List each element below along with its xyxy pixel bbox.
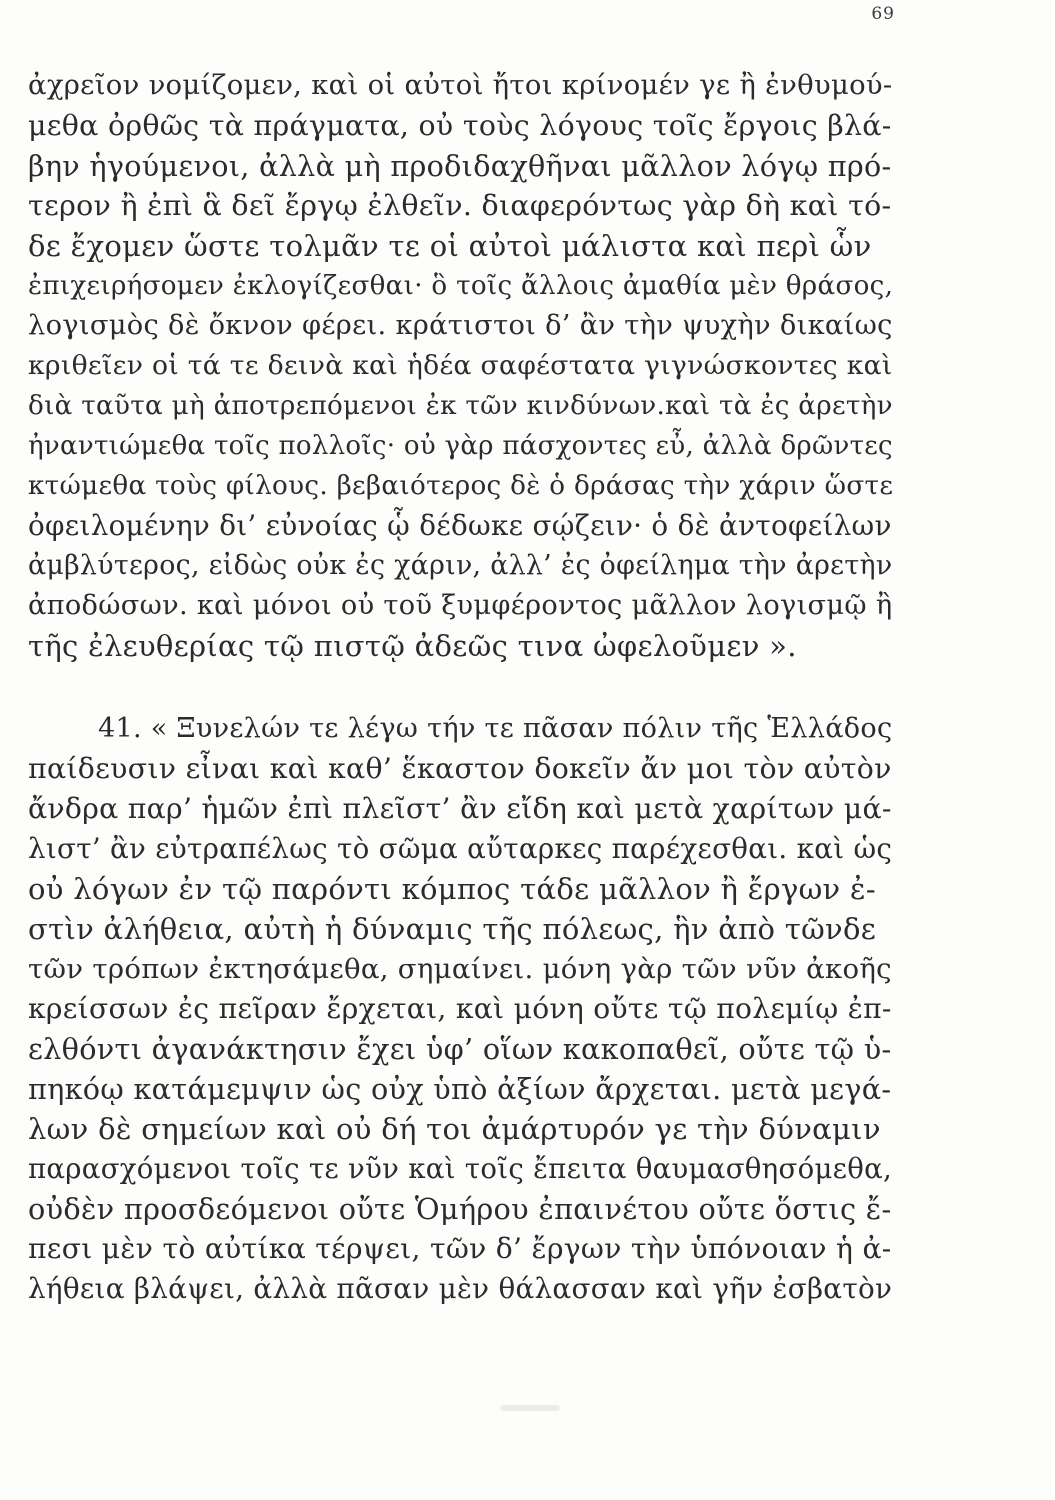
- text-line: κρείσσων ἐς πεῖραν ἔρχεται, καὶ μόνη οὔτε τῷ πολεμίῳ ἐπ-: [28, 992, 892, 1025]
- text-line: τῆς ἐλευθερίας τῷ πιστῷ ἀδεῶς τινα ὠφελοῦμεν ».: [28, 629, 797, 663]
- text-line: βην ἡγούμενοι, ἀλλὰ μὴ προδιδαχθῆναι μᾶλλον λόγῳ πρό-: [28, 149, 892, 183]
- text-line: τερον ἢ ἐπὶ ἃ δεῖ ἔργῳ ἐλθεῖν. διαφερόντως γὰρ δὴ καὶ τό-: [28, 189, 892, 222]
- text-line: ἠναντιώμεθα τοῖς πολλοῖς· οὐ γὰρ πάσχοντες εὖ, ἀλλὰ δρῶντες: [28, 431, 893, 461]
- text-line: λογισμὸς δὲ ὄκνον φέρει. κράτιστοι δ’ ἂν τὴν ψυχὴν δικαίως: [28, 310, 893, 341]
- text-line: στὶν ἀλήθεια, αὐτὴ ἡ δύναμις τῆς πόλεως, ἣν ἀπὸ τῶνδε: [28, 912, 877, 946]
- page-number: 69: [871, 4, 895, 24]
- text-line: λων δὲ σημείων καὶ οὐ δή τοι ἀμάρτυρόν γε τὴν δύναμιν: [28, 1112, 881, 1146]
- text-line: κτώμεθα τοὺς φίλους. βεβαιότερος δὲ ὁ δράσας τὴν χάριν ὥστε: [28, 471, 894, 501]
- text-line: παίδευσιν εἶναι καὶ καθ’ ἕκαστον δοκεῖν ἄν μοι τὸν αὐτὸν: [28, 752, 892, 785]
- text-line: λήθεια βλάψει, ἀλλὰ πᾶσαν μὲν θάλασσαν καὶ γῆν ἐσβατὸν: [28, 1272, 893, 1305]
- text-line: ἀποδώσων. καὶ μόνοι οὐ τοῦ ξυμφέροντος μᾶλλον λογισμῷ ἢ: [28, 590, 893, 621]
- text-line: ἀμβλύτερος, εἰδὼς οὐκ ἐς χάριν, ἀλλ’ ἐς ὀφείλημα τὴν ἀρετὴν: [28, 550, 893, 581]
- print-bleed-mark: [500, 1405, 560, 1411]
- main-text: [28, 66, 896, 1309]
- text-line: πηκόῳ κατάμεμψιν ὡς οὐχ ὑπὸ ἀξίων ἄρχεται. μετὰ μεγά-: [28, 1072, 892, 1106]
- text-line: ἐπιχειρήσομεν ἐκλογίζεσθαι· ὃ τοῖς ἄλλοις ἀμαθία μὲν θράσος,: [28, 271, 894, 301]
- text-line: ἀχρεῖον νομίζομεν, καὶ οἱ αὐτοὶ ἤτοι κρίνομέν γε ἢ ἐνθυμού-: [28, 70, 893, 101]
- text-line: πεσι μὲν τὸ αὐτίκα τέρψει, τῶν δ’ ἔργων τὴν ὑπόνοιαν ἡ ἀ-: [28, 1232, 892, 1265]
- section-heading-line: 41. « Ξυνελών τε λέγω τήν τε πᾶσαν πόλιν τῆς Ἑλλάδος: [98, 713, 893, 744]
- text-line: ἄνδρα παρ’ ἡμῶν ἐπὶ πλεῖστ’ ἂν εἴδη καὶ μετὰ χαρίτων μά-: [28, 792, 892, 825]
- text-line: δε ἔχομεν ὥστε τολμᾶν τε οἱ αὐτοὶ μάλιστα καὶ περὶ ὧν: [28, 229, 872, 263]
- text-line: μεθα ὀρθῶς τὰ πράγματα, οὐ τοὺς λόγους τοῖς ἔργοις βλά-: [28, 109, 892, 142]
- text-line: οὐδὲν προσδεόμενοι οὔτε Ὁμήρου ἐπαινέτου οὔτε ὅστις ἔ-: [28, 1192, 892, 1226]
- paragraph-1: [28, 66, 896, 666]
- text-line: λιστ’ ἂν εὐτραπέλως τὸ σῶμα αὔταρκες παρέχεσθαι. καὶ ὡς: [28, 832, 893, 865]
- paragraph-2: [28, 709, 896, 1309]
- paragraph-gap: [28, 666, 896, 709]
- text-line: τῶν τρόπων ἐκτησάμεθα, σημαίνει. μόνη γὰρ τῶν νῦν ἀκοῆς: [28, 953, 892, 985]
- text-line: διὰ ταῦτα μὴ ἀποτρεπόμενοι ἐκ τῶν κινδύνων.καὶ τὰ ἐς ἀρετὴν: [28, 391, 893, 421]
- text-line: οὐ λόγων ἐν τῷ παρόντι κόμπος τάδε μᾶλλον ἢ ἔργων ἐ-: [28, 872, 876, 906]
- text-line: ελθόντι ἀγανάκτησιν ἔχει ὑφ’ οἵων κακοπαθεῖ, οὔτε τῷ ὑ-: [28, 1032, 892, 1066]
- text-line: κριθεῖεν οἱ τά τε δεινὰ καὶ ἡδέα σαφέστατα γιγνώσκοντες καὶ: [28, 350, 893, 381]
- text-line: παρασχόμενοι τοῖς τε νῦν καὶ τοῖς ἔπειτα θαυμασθησόμεθα,: [28, 1153, 893, 1185]
- text-line: ὀφειλομένην δι’ εὐνοίας ᾧ δέδωκε σῴζειν· ὁ δὲ ἀντοφείλων: [28, 509, 892, 542]
